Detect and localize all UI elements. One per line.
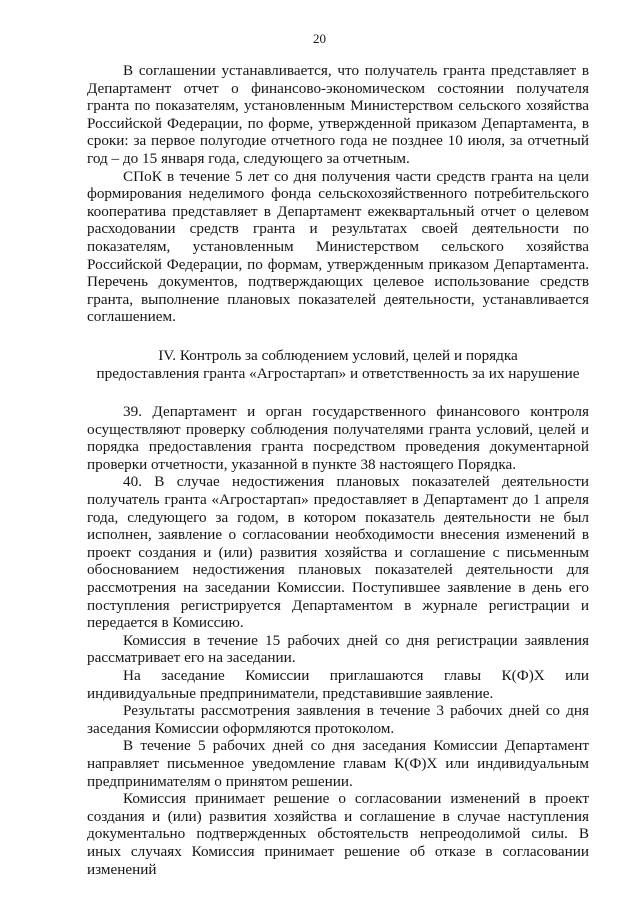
paragraph-40: 40. В случае недостижения плановых показателей деятельности получатель гранта «Агростартап» предоставляет в Департамент до 1 апреля года, следующего за годом, в котором показатель деятельности не был исполнен, заявление о согласовании необходимости внесения изменений в проект создания и (или) развития хозяйства и соглашение с письменным обоснованием недостижения плановых показателей деятельности для рассмотрения на заседании Комиссии. Поступившее заявление в день его поступления регистрируется Департаментом в журнале регистрации и передается в Комиссию. xyxy=(87,473,589,632)
paragraph-commission-review: Комиссия в течение 15 рабочих дней со дня регистрации заявления рассматривает его на заседании. xyxy=(87,631,589,667)
paragraph-39: 39. Департамент и орган государственного финансового контроля осуществляют проверку соблюдения получателями гранта условий, целей и порядка предоставления гранта посредством проведения документарной проверки отчетности, указанной в пункте 38 настоящего Порядка. xyxy=(87,403,589,473)
paragraph-report-agreement: В соглашении устанавливается, что получатель гранта представляет в Департамент отчет о финансово-экономическом состоянии получателя гранта по показателям, установленным Министерством сельского хозяйства Российской Федерации, по форме, утвержденной приказом Департамента, в сроки: за первое полугодие отчетного года не позднее 10 июля, за отчетный год – до 15 января года, следующего за отчетным. xyxy=(87,62,589,167)
paragraph-protocol: Результаты рассмотрения заявления в течение 3 рабочих дней со дня заседания Комиссии оформляются протоколом. xyxy=(87,702,589,737)
paragraph-commission-decision: Комиссия принимает решение о согласовании изменений в проект создания и (или) развития хозяйства и соглашение в случае наступления документально подтвержденных обстоятельств непреодолимой силы. В иных случаях Комиссия принимает решение об отказе в согласовании изменений xyxy=(87,790,589,878)
paragraph-commission-invitation: На заседание Комиссии приглашаются главы К(Ф)Х или индивидуальные предприниматели, представившие заявление. xyxy=(87,667,589,702)
section-heading xyxy=(87,347,589,382)
paragraph-notification: В течение 5 рабочих дней со дня заседания Комиссии Департамент направляет письменное уведомление главам К(Ф)Х или индивидуальным предпринимателям о принятом решении. xyxy=(87,737,589,790)
paragraph-spok-report: СПоК в течение 5 лет со дня получения части средств гранта на цели формирования неделимого фонда сельскохозяйственного потребительского кооператива представляет в Департамент ежеквартальный отчет о целевом расходовании средств гранта и результатах своей деятельности по показателям, установленным Министерством сельского хозяйства Российской Федерации, по формам, утвержденным приказом Департамента. Перечень документов, подтверждающих целевое использование средств гранта, выполнение плановых показателей деятельности, устанавливается соглашением. xyxy=(87,167,589,326)
section-heading-line-1: IV. Контроль за соблюдением условий, целей и порядка xyxy=(158,346,518,364)
section-heading-line-2: предоставления гранта «Агростартап» и ответственность за их нарушение xyxy=(96,364,580,382)
document-body xyxy=(87,62,589,878)
page-number: 20 xyxy=(313,31,326,46)
